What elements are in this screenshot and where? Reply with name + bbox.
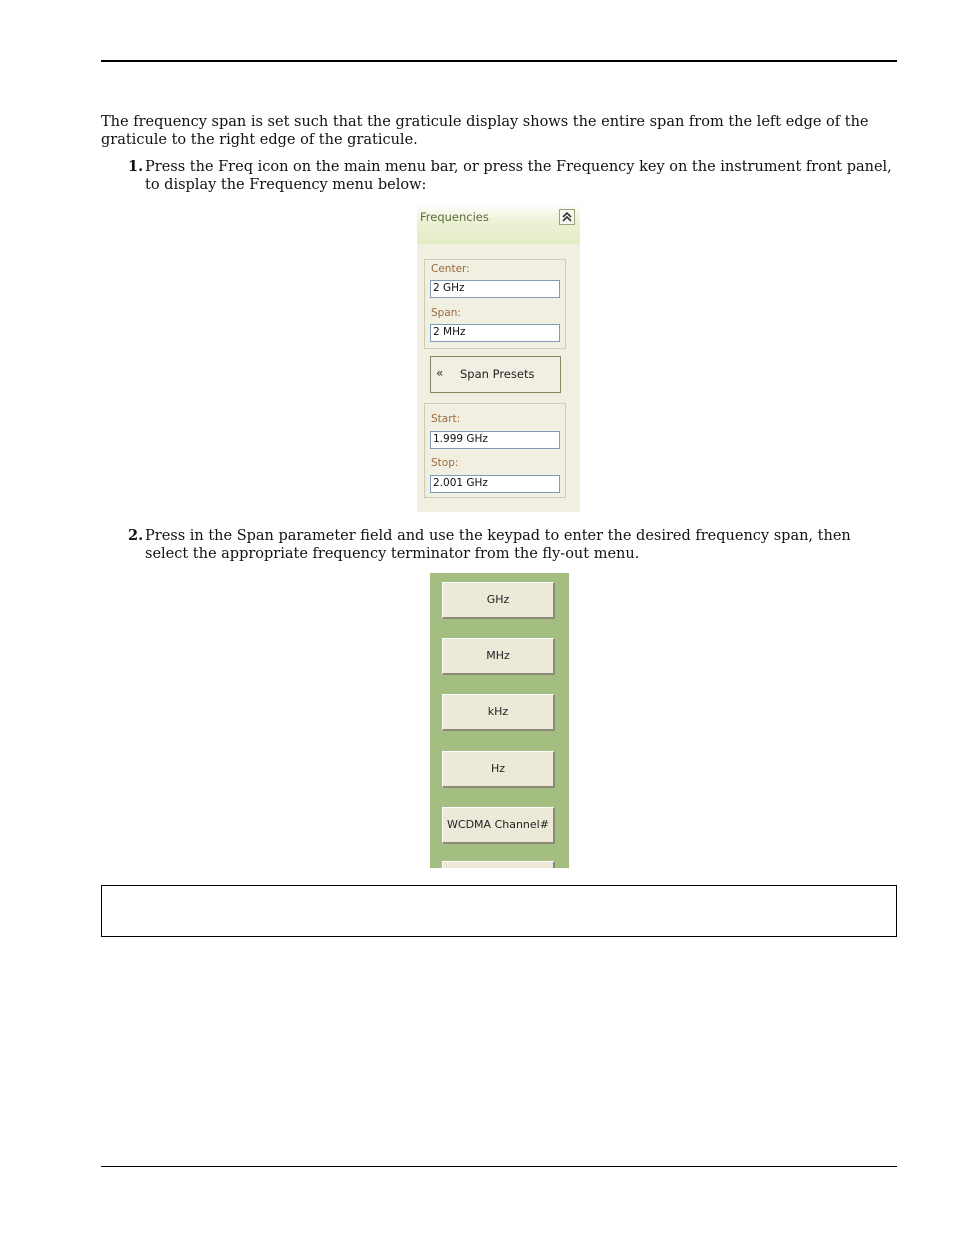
frequencies-header xyxy=(417,204,580,244)
step-1-text: Press the Freq icon on the main menu bar, or press the Frequency key on the instrument front panel, to display the Frequency menu below: xyxy=(145,159,892,193)
frequencies-panel xyxy=(417,204,580,512)
footer-rule xyxy=(101,1166,897,1167)
step-1-number: 1. xyxy=(128,158,144,175)
intro-paragraph: The frequency span is set such that the graticule display shows the entire span from the left edge of the graticule to the right edge of the graticule. xyxy=(101,114,869,148)
stop-field[interactable]: 2.001 GHz xyxy=(430,475,560,493)
step-2-text: Press in the Span parameter field and use the keypad to enter the desired frequency span, then select the appropriate frequency terminator from the fly-out menu. xyxy=(145,528,851,562)
stop-label: Stop: xyxy=(431,457,459,469)
start-stop-group xyxy=(424,403,566,498)
span-field[interactable]: 2 MHz xyxy=(430,324,560,342)
wcdma-channel-button[interactable]: WCDMA Channel# xyxy=(442,807,555,844)
double-chevron-up-icon xyxy=(560,210,574,224)
span-presets-label: Span Presets xyxy=(460,367,535,381)
hz-button[interactable]: Hz xyxy=(442,751,555,788)
frequency-terminator-menu xyxy=(430,573,569,868)
start-field[interactable]: 1.999 GHz xyxy=(430,431,560,449)
double-chevron-left-icon: « xyxy=(436,366,444,380)
frequencies-title: Frequencies xyxy=(420,210,489,224)
center-field[interactable]: 2 GHz xyxy=(430,280,560,298)
ghz-button[interactable]: GHz xyxy=(442,582,555,619)
khz-button[interactable]: kHz xyxy=(442,694,555,731)
next-terminator-button-partial[interactable] xyxy=(442,861,555,868)
collapse-button[interactable] xyxy=(559,209,575,225)
step-1 xyxy=(128,158,898,194)
span-label: Span: xyxy=(431,307,461,319)
mhz-button[interactable]: MHz xyxy=(442,638,555,675)
step-2 xyxy=(128,527,898,563)
center-span-group xyxy=(424,259,566,349)
start-label: Start: xyxy=(431,413,461,425)
note-box xyxy=(101,885,897,937)
header-rule xyxy=(101,60,897,62)
center-label: Center: xyxy=(431,263,470,275)
step-2-number: 2. xyxy=(128,527,144,544)
span-presets-button[interactable] xyxy=(430,356,561,393)
